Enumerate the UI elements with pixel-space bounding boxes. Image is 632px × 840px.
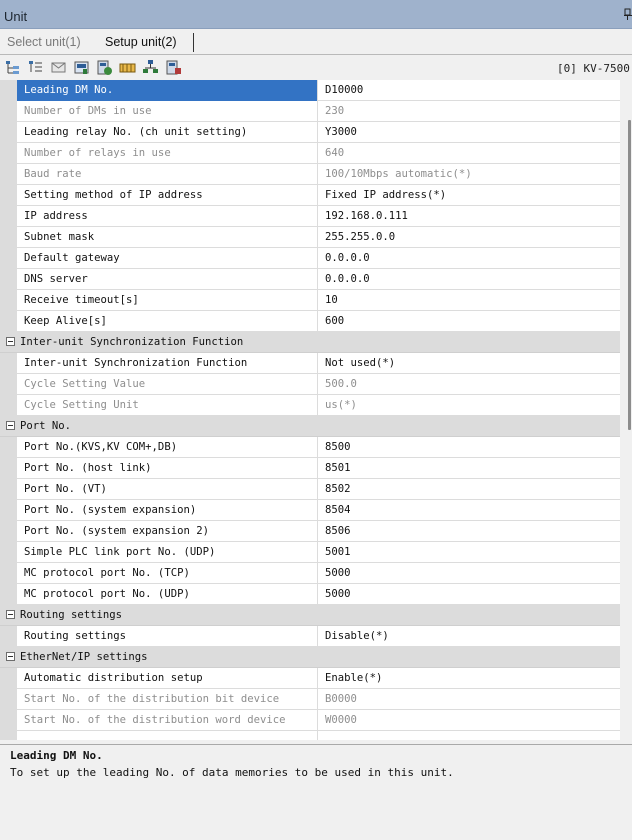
property-value: 640 — [325, 147, 345, 159]
property-value[interactable]: Y3000 — [325, 126, 357, 138]
row-gutter — [0, 584, 17, 605]
property-value[interactable]: 8502 — [325, 483, 351, 495]
property-value — [319, 731, 620, 740]
property-name: Cycle Setting Value — [17, 374, 318, 395]
tree-view-icon[interactable] — [4, 59, 21, 76]
property-name: Port No. (system expansion) — [17, 500, 318, 521]
row-gutter — [0, 311, 17, 332]
property-row[interactable] — [0, 80, 620, 101]
property-value: 230 — [325, 105, 345, 117]
scrollbar-thumb[interactable] — [628, 120, 631, 430]
property-value[interactable]: 8501 — [325, 462, 351, 474]
property-row — [0, 710, 620, 731]
property-row — [0, 395, 620, 416]
property-row — [0, 101, 620, 122]
property-value[interactable]: 8500 — [325, 441, 351, 453]
row-gutter — [0, 437, 17, 458]
pin-icon[interactable] — [624, 8, 632, 20]
property-row[interactable] — [0, 563, 620, 584]
row-gutter — [0, 668, 17, 689]
property-name: DNS server — [17, 269, 318, 290]
property-value: 500.0 — [325, 378, 357, 390]
property-value[interactable]: 5000 — [325, 588, 351, 600]
property-value[interactable]: Fixed IP address(*) — [325, 189, 447, 201]
property-value[interactable]: 0.0.0.0 — [325, 273, 370, 285]
property-value[interactable]: Not used(*) — [325, 357, 396, 369]
property-row — [0, 731, 620, 740]
property-name: Automatic distribution setup — [17, 668, 318, 689]
property-row[interactable] — [0, 185, 620, 206]
property-row — [0, 689, 620, 710]
property-row[interactable] — [0, 479, 620, 500]
window-title: Unit — [4, 9, 28, 24]
group-header[interactable] — [0, 332, 620, 353]
property-row[interactable] — [0, 269, 620, 290]
row-gutter — [0, 80, 17, 101]
row-gutter — [0, 521, 17, 542]
property-value[interactable]: Enable(*) — [325, 672, 383, 684]
property-name: Number of relays in use — [17, 143, 318, 164]
property-value: us(*) — [325, 399, 357, 411]
vertical-scrollbar[interactable] — [620, 80, 632, 740]
property-row[interactable] — [0, 122, 620, 143]
row-gutter — [0, 164, 17, 185]
window-title-bar — [0, 0, 632, 29]
property-row — [0, 374, 620, 395]
property-value[interactable]: Disable(*) — [325, 630, 389, 642]
unit-info-icon[interactable] — [165, 59, 182, 76]
unit-config-icon[interactable] — [73, 59, 90, 76]
property-grid — [0, 80, 620, 740]
tab-strip — [0, 29, 632, 55]
row-gutter — [0, 353, 17, 374]
list-view-icon[interactable] — [27, 59, 44, 76]
property-row — [0, 164, 620, 185]
row-gutter — [0, 290, 17, 311]
group-header[interactable] — [0, 605, 620, 626]
property-value[interactable]: 8506 — [325, 525, 351, 537]
group-header[interactable] — [0, 416, 620, 437]
row-gutter — [0, 458, 17, 479]
group-label: Inter-unit Synchronization Function — [20, 336, 244, 348]
property-value[interactable]: 255.255.0.0 — [325, 231, 396, 243]
network-icon[interactable] — [142, 59, 159, 76]
row-gutter — [0, 101, 17, 122]
row-gutter — [0, 479, 17, 500]
ladder-icon[interactable] — [119, 59, 136, 76]
property-name: Receive timeout[s] — [17, 290, 318, 311]
property-name — [17, 731, 318, 740]
property-row[interactable] — [0, 626, 620, 647]
property-row[interactable] — [0, 290, 620, 311]
property-value[interactable]: D10000 — [325, 84, 364, 96]
row-gutter — [0, 227, 17, 248]
row-gutter — [0, 689, 17, 710]
row-gutter — [0, 185, 17, 206]
collapse-icon[interactable] — [6, 610, 15, 619]
row-gutter — [0, 122, 17, 143]
property-name: Start No. of the distribution word device — [17, 710, 318, 731]
description-panel — [0, 744, 632, 840]
description-title: Leading DM No. — [10, 749, 103, 762]
row-gutter — [0, 542, 17, 563]
property-name: IP address — [17, 206, 318, 227]
property-name: Inter-unit Synchronization Function — [17, 353, 318, 374]
property-value[interactable]: 10 — [325, 294, 338, 306]
property-name: Baud rate — [17, 164, 318, 185]
property-row[interactable] — [0, 668, 620, 689]
property-row[interactable] — [0, 584, 620, 605]
group-label: EtherNet/IP settings — [20, 651, 148, 663]
row-gutter — [0, 500, 17, 521]
property-name: Number of DMs in use — [17, 101, 318, 122]
property-value[interactable]: 192.168.0.111 — [325, 210, 408, 222]
group-header[interactable] — [0, 647, 620, 668]
unit-model-label: [0] KV-7500 — [557, 62, 630, 75]
property-value: B0000 — [325, 693, 357, 705]
description-text: To set up the leading No. of data memories to be used in this unit. — [10, 766, 454, 779]
row-gutter — [0, 395, 17, 416]
property-name: Port No.(KVS,KV COM+,DB) — [17, 437, 318, 458]
row-gutter — [0, 248, 17, 269]
property-name: MC protocol port No. (TCP) — [17, 563, 318, 584]
property-value[interactable]: 0.0.0.0 — [325, 252, 370, 264]
property-value[interactable]: 600 — [325, 315, 345, 327]
property-row[interactable] — [0, 353, 620, 374]
property-row[interactable] — [0, 521, 620, 542]
row-gutter — [0, 269, 17, 290]
property-row[interactable] — [0, 437, 620, 458]
property-value[interactable]: 5000 — [325, 567, 351, 579]
tab-select-unit[interactable]: Select unit(1) — [7, 35, 81, 49]
property-name: Port No. (host link) — [17, 458, 318, 479]
property-row[interactable] — [0, 311, 620, 332]
collapse-icon[interactable] — [6, 652, 15, 661]
collapse-icon[interactable] — [6, 337, 15, 346]
property-name: Subnet mask — [17, 227, 318, 248]
property-value: 100/10Mbps automatic(*) — [325, 168, 472, 180]
collapse-icon[interactable] — [6, 421, 15, 430]
property-name: MC protocol port No. (UDP) — [17, 584, 318, 605]
toolbar — [0, 56, 632, 80]
row-gutter — [0, 206, 17, 227]
property-row[interactable] — [0, 542, 620, 563]
property-name: Keep Alive[s] — [17, 311, 318, 332]
row-gutter — [0, 626, 17, 647]
property-row[interactable] — [0, 458, 620, 479]
property-name: Simple PLC link port No. (UDP) — [17, 542, 318, 563]
property-row[interactable] — [0, 206, 620, 227]
unit-settings-icon[interactable] — [96, 59, 113, 76]
group-label: Routing settings — [20, 609, 123, 621]
property-row[interactable] — [0, 227, 620, 248]
property-row — [0, 143, 620, 164]
comment-icon[interactable] — [50, 59, 67, 76]
property-name: Port No. (VT) — [17, 479, 318, 500]
row-gutter — [0, 710, 17, 731]
group-label: Port No. — [20, 420, 72, 432]
property-name: Start No. of the distribution bit device — [17, 689, 318, 710]
property-name: Routing settings — [17, 626, 318, 647]
property-value: W0000 — [325, 714, 357, 726]
property-name: Port No. (system expansion 2) — [17, 521, 318, 542]
row-gutter — [0, 143, 17, 164]
property-row[interactable] — [0, 500, 620, 521]
property-name: Default gateway — [17, 248, 318, 269]
tab-setup-unit[interactable]: Setup unit(2) — [105, 35, 177, 49]
property-name: Setting method of IP address — [17, 185, 318, 206]
property-row[interactable] — [0, 248, 620, 269]
row-gutter — [0, 374, 17, 395]
row-gutter — [0, 563, 17, 584]
property-name: Leading relay No. (ch unit setting) — [17, 122, 318, 143]
row-gutter — [0, 731, 17, 740]
property-value[interactable]: 5001 — [325, 546, 351, 558]
tab-divider — [193, 33, 194, 52]
property-name: Cycle Setting Unit — [17, 395, 318, 416]
property-name: Leading DM No. — [17, 80, 318, 101]
property-value[interactable]: 8504 — [325, 504, 351, 516]
